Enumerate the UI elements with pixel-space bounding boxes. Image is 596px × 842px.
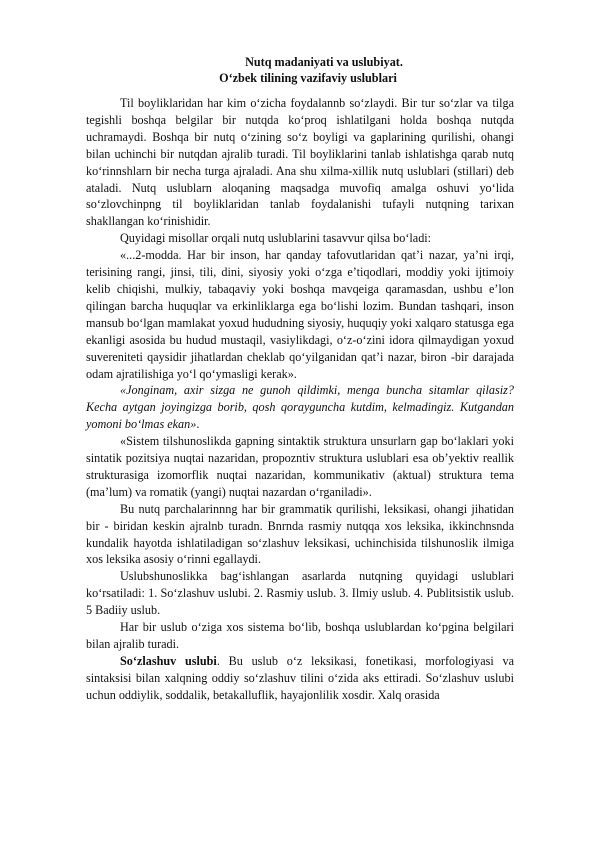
document-subtitle: O‘zbek tilining vazifaviy uslublari <box>219 71 397 85</box>
colloquial-example-quote: «Jonginam, axir sizga ne gunoh qildimki, menga buncha sitamlar qilasiz? Kecha aytgan joyingizga borib, qosh qoraygunchа kutdim, kelmadingiz. Kutgandan yomoni bo‘lmas ekan» <box>86 383 514 432</box>
paragraph-intro: Til boyliklaridan har kim o‘zicha foydalannb so‘zlaydi. Bir tur so‘zlar va tilga tegishli boshqa belgilar bir nutqda ko‘proq ishlatilgani holda boshqa nutqda uchramaydi. Boshqa bir nutq o‘zining so‘z boyligi va gaplarining qurilishi, ohangi bilan uchinchi bir nutqdan ajralib turadi. Til boyliklarini tanlab ishlatishga qarab nutq ko‘rinnshlarn bir necha turga ajraladi. Ana shu xilma-xillik nutq uslublari (stillari) deb ataladi. Nutq uslublarn aloqaning maqsadga muvofiq amalga oshuvi yo‘lida so‘zlovchinpng til boyliklaridan tanlab foydalanishi tufayli nutqning tarixan shakllangan ko‘rinishidir. <box>86 96 514 229</box>
document-body <box>86 95 514 704</box>
paragraph-examples-lead: Quyidagi misollar orqali nutq uslublarini tasavvur qilsa bo‘ladi: <box>120 231 432 246</box>
document-title: Nutq madaniyati va uslubiyat. <box>245 55 403 69</box>
paragraph-system: Har bir uslub o‘ziga xos sistema bo‘lib, boshqa uslublardan ko‘pgina belgilari bilan ajralib turadi. <box>86 620 514 651</box>
paragraph-comparison: Bu nutq parchalarinnng har bir grammatik qurilishi, leksikasi, ohangi jihatidan bir - biridan keskin ajralnb turadn. Bnrnda rasmiy nutqqa xos leksika, ikkinchnsnda kundalik hayotda ishlatiladigan so‘zlashuv leksikasi, uchinchisida tilshunoslik ilmiga xos leksika asosiy o‘rinni egallaydi. <box>86 501 514 567</box>
colloquial-style-text: . Bu uslub o‘z leksikasi, fonetikasi, morfologiyasi va sintaksisi bilan xalqning oddiy so‘zlashuv tilini o‘zida aks ettiradi. So‘zlashuv uslubi uchun oddiylik, soddalik, betakalluflik, hayajonlilik xosdir. Xalq orasida <box>86 653 514 702</box>
paragraph-colloquial-style <box>86 653 514 704</box>
colloquial-example-period: . <box>196 417 200 432</box>
paragraph-colloquial-example <box>86 382 514 433</box>
paragraph-scientific-example: «Sistem tilshunoslikda gapning sintaktik struktura unsurlarn gap bo‘laklari yoki sintatik pozitsiya nuqtai nazaridan, propozntiv struktura uslublari esa ob’yektiv reallik strukturasiga izomorflik nuqtai nazaridan, kommunikativ (aktual) struktura tema (ma’lum) va romatik (yangi) nuqtai nazardan o‘rganiladi». <box>86 434 514 499</box>
paragraph-styles-list: Uslubshunoslikka bag‘ishlangan asarlarda nutqning quyidagi uslublari ko‘rsatiladi: 1. So‘zlashuv uslubi. 2. Rasmiy uslub. 3. Ilmiy uslub. 4. Publitsistik uslub. 5 Badiiy uslub. <box>86 569 514 618</box>
colloquial-style-term: So‘zlashuv uslubi <box>120 653 217 668</box>
paragraph-official-example: «...2-modda. Har bir inson, har qanday tafovutlaridan qat’i nazar, ya’ni irqi, terisining rangi, jinsi, tili, dini, siyosiy yoki o‘zga e’tiqodlari, moddiy yoki ijtimoiy kelib chiqishi, mulkiy, tabaqaviy yoki boshqa mavqeiga qaramasdan, ushbu e’lon qilingan barcha huquqlar va erkinliklarga ega bo‘lishi lozim. Bundan tashqari, inson mansub bo‘lgan mamlakat yoxud hududning siyosiy, huquqiy yoki xalqaro statusga ega ekanligi asosida bu hudud mustaqil, vasiylikdagi, o‘z-o‘zini idora qilmaydigan yoxud suvereniteti qaysidir jihatlardan cheklab qo‘yilganidan qat’i nazar, biron -bir darajada odam ajratilishiga yo‘l qo‘ymasligi kerak». <box>86 248 514 381</box>
